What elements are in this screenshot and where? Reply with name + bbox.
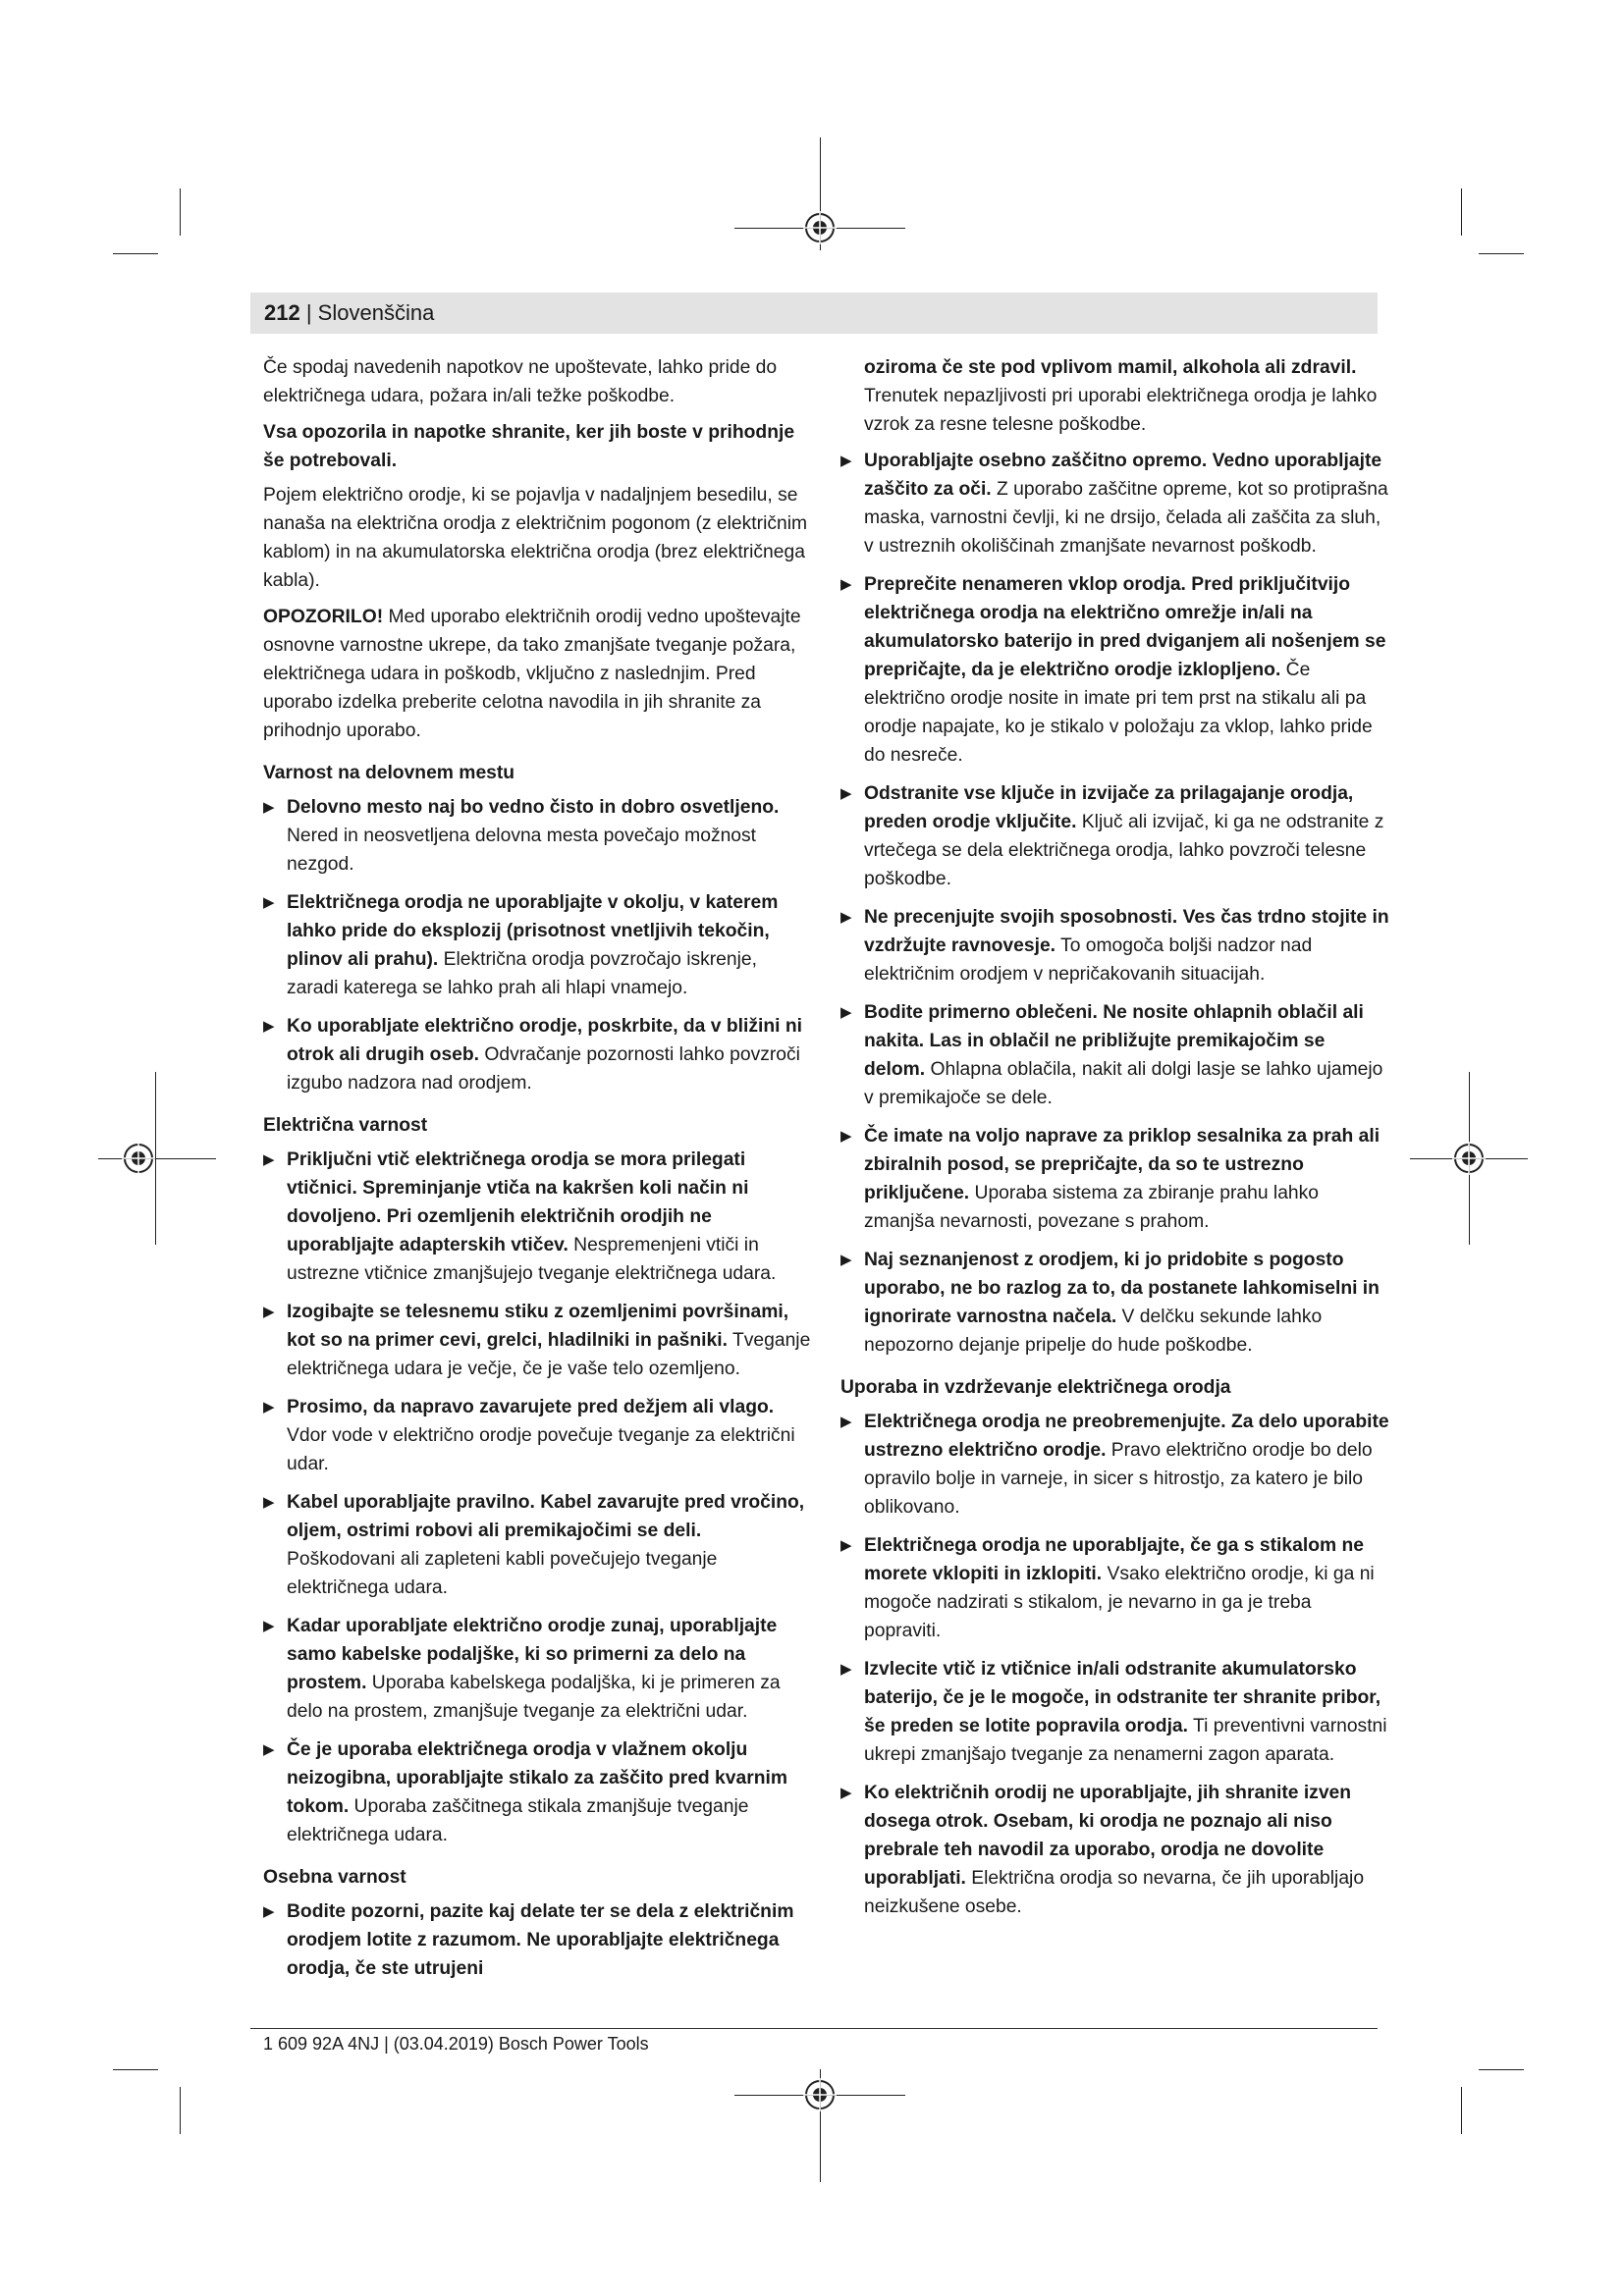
list-item xyxy=(263,793,813,879)
intro-paragraph: Če spodaj navedenih napotkov ne upoštevate, lahko pride do električnega udara, požara in/ali težke poškodbe. xyxy=(263,357,778,406)
item-bold: oziroma če ste pod vplivom mamil, alkohola ali zdravil. xyxy=(864,357,1357,378)
list-item xyxy=(840,1655,1390,1769)
item-text: Nespremenjeni vtiči in ustrezne vtičnice zmanjšujejo tveganje električnega udara. xyxy=(287,1235,777,1284)
section-heading: Osebna varnost xyxy=(263,1867,406,1888)
bullet-icon: ▶ xyxy=(263,1494,275,1511)
continuation-paragraph xyxy=(840,353,1390,439)
bullet-icon: ▶ xyxy=(263,894,275,911)
bullet-icon: ▶ xyxy=(840,909,852,926)
item-bold: Električnega orodja ne uporabljajte v okolju, v katerem lahko pride do eksplozij (prisotnost vnetljivih tekočin, plinov ali prahu). xyxy=(287,892,779,970)
list-item xyxy=(840,447,1390,561)
list-item xyxy=(840,998,1390,1112)
bullet-icon: ▶ xyxy=(840,576,852,593)
list-item xyxy=(263,1488,813,1602)
crop-mark xyxy=(1461,188,1462,236)
item-bold: Uporabljajte osebno zaščitno opremo. Vedno uporabljajte zaščito za oči. xyxy=(864,451,1382,500)
item-text: V delčku sekunde lahko nepozorno dejanje pripelje do hude poškodbe. xyxy=(864,1307,1323,1356)
item-text: Električna orodja so nevarna, če jih uporabljajo neizkušene osebe. xyxy=(864,1868,1365,1917)
registration-target-icon xyxy=(122,1142,155,1175)
footer-rule xyxy=(250,2028,1378,2029)
header-separator: | xyxy=(299,300,318,325)
bullet-icon: ▶ xyxy=(840,1128,852,1145)
save-note: Vsa opozorila in napotke shranite, ker jih boste v prihodnje še potrebovali. xyxy=(263,422,795,471)
item-text: Tveganje električnega udara je večje, če je vaše telo ozemljeno. xyxy=(287,1330,811,1379)
item-text: Uporaba zaščitnega stikala zmanjšuje tveganje električnega udara. xyxy=(287,1796,749,1845)
safety-list xyxy=(263,793,813,1097)
item-text: Pravo električno orodje bo delo opravilo bolje in varneje, in sicer s hitrostjo, za katero je bilo oblikovano. xyxy=(864,1440,1373,1518)
item-text: Ključ ali izvijač, ki ga ne odstranite z vrtečega se dela električnega orodja, lahko povzroči telesne poškodbe. xyxy=(864,812,1384,889)
item-text: Ti preventivni varnostni ukrepi zmanjšajo tveganje za nenamerni zagon aparata. xyxy=(864,1716,1387,1765)
item-bold: Kadar uporabljate električno orodje zunaj, uporabljajte samo kabelske podaljške, ki so primerni za delo na prostem. xyxy=(287,1616,778,1693)
bullet-icon: ▶ xyxy=(263,1741,275,1758)
list-item xyxy=(263,1393,813,1478)
right-column xyxy=(840,353,1390,1931)
list-item xyxy=(840,1122,1390,1236)
page-number: 212 xyxy=(264,300,300,325)
registration-line xyxy=(98,1158,216,1159)
crop-mark xyxy=(1479,2069,1524,2070)
bullet-icon: ▶ xyxy=(263,1151,275,1168)
page-heading xyxy=(264,300,434,326)
item-bold: Bodite pozorni, pazite kaj delate ter se dela z električnim orodjem lotite z razumom. Ne uporabljajte električnega orodja, če ste utrujeni xyxy=(287,1901,794,1979)
bullet-icon: ▶ xyxy=(840,453,852,469)
item-bold: Električnega orodja ne uporabljajte, če ga s stikalom ne morete vklopiti in izklopiti. xyxy=(864,1535,1364,1584)
item-bold: Izogibajte se telesnemu stiku z ozemljenimi površinami, kot so na primer cevi, grelci, hladilniki in pašniki. xyxy=(287,1302,789,1351)
safety-list xyxy=(840,1408,1390,1921)
item-bold: Izvlecite vtič iz vtičnice in/ali odstranite akumulatorsko baterijo, če je le mogoče, in odstranite ter shranite pribor, še preden se lotite popravila orodja. xyxy=(864,1659,1381,1736)
list-item xyxy=(840,1531,1390,1645)
item-text: Uporaba sistema za zbiranje prahu lahko zmanjša nevarnosti, povezane s prahom. xyxy=(864,1183,1319,1232)
list-item xyxy=(263,1612,813,1726)
footer-text: 1 609 92A 4NJ | (03.04.2019) Bosch Power Tools xyxy=(263,2034,649,2054)
safety-list xyxy=(263,1146,813,1849)
crop-mark xyxy=(180,188,181,236)
item-bold: Če imate na voljo naprave za priklop sesalnika za prah ali zbiralnih posod, se prepričajte, da so te ustrezno priključene. xyxy=(864,1126,1380,1203)
bullet-icon: ▶ xyxy=(840,1537,852,1554)
bullet-icon: ▶ xyxy=(840,1785,852,1801)
bullet-icon: ▶ xyxy=(840,1252,852,1268)
safety-list xyxy=(840,447,1390,1360)
page-header xyxy=(250,293,1378,334)
list-item xyxy=(263,1012,813,1097)
list-item xyxy=(263,1735,813,1849)
list-item xyxy=(840,1779,1390,1921)
list-item xyxy=(840,903,1390,988)
crop-mark xyxy=(1461,2087,1462,2134)
item-text: To omogoča boljši nadzor nad električnim orodjem v nepričakovanih situacijah. xyxy=(864,935,1313,985)
left-column xyxy=(263,353,813,1993)
item-text: Električna orodja povzročajo iskrenje, zaradi katerega se lahko prah ali hlapi vnamejo. xyxy=(287,949,757,998)
bullet-icon: ▶ xyxy=(263,1903,275,1920)
section-heading: Uporaba in vzdrževanje električnega orodja xyxy=(840,1377,1231,1398)
item-text: Nered in neosvetljena delovna mesta povečajo možnost nezgod. xyxy=(287,826,757,875)
list-item xyxy=(263,1146,813,1288)
item-bold: Odstranite vse ključe in izvijače za prilagajanje orodja, preden orodje vključite. xyxy=(864,783,1354,832)
item-bold: Naj seznanjenost z orodjem, ki jo pridobite s pogosto uporabo, ne bo razlog za to, da postanete lahkomiselni in ignorirate varnostna načela. xyxy=(864,1250,1380,1327)
item-bold: Delovno mesto naj bo vedno čisto in dobro osvetljeno. xyxy=(287,797,780,818)
item-text: Odvračanje pozornosti lahko povzroči izgubo nadzora nad orodjem. xyxy=(287,1044,800,1094)
definition-paragraph: Pojem električno orodje, ki se pojavlja v nadaljnjem besedilu, se nanaša na električna orodja z električnim pogonom (z električnim kablom) in na akumulatorska električna orodja (brez električnega kabla). xyxy=(263,485,808,591)
registration-target-icon xyxy=(803,2078,837,2111)
item-text: Trenutek nepazljivosti pri uporabi električnega orodja je lahko vzrok za resne telesne poškodbe. xyxy=(864,386,1378,435)
bullet-icon: ▶ xyxy=(263,799,275,816)
bullet-icon: ▶ xyxy=(840,1004,852,1021)
warning-label: OPOZORILO! xyxy=(263,607,384,627)
registration-target-icon xyxy=(803,211,837,244)
item-text: Poškodovani ali zapleteni kabli povečujejo tveganje električnega udara. xyxy=(287,1549,718,1598)
crop-mark xyxy=(113,253,158,254)
header-language: Slovenščina xyxy=(317,300,435,325)
item-bold: Ko uporabljate električno orodje, poskrbite, da v bližini ni otrok ali drugih oseb. xyxy=(287,1016,802,1065)
bullet-icon: ▶ xyxy=(263,1018,275,1035)
registration-target-icon xyxy=(1452,1142,1486,1175)
item-text: Uporaba kabelskega podaljška, ki je primeren za delo na prostem, zmanjšuje tveganje za električni udar. xyxy=(287,1673,781,1722)
list-item xyxy=(840,779,1390,893)
crop-mark xyxy=(1479,253,1524,254)
warning-text: Med uporabo električnih orodij vedno upoštevajte osnovne varnostne ukrepe, da tako zmanjšate tveganje požara, električnega udara in poškodb, vključno z naslednjim. Pred uporabo izdelka preberite celotna navodila in jih shranite za prihodnjo uporabo. xyxy=(263,607,801,741)
item-text: Vdor vode v električno orodje povečuje tveganje za električni udar. xyxy=(287,1425,795,1474)
crop-mark xyxy=(180,2087,181,2134)
item-bold: Priključni vtič električnega orodja se mora prilegati vtičnici. Spreminjanje vtiča na kakršen koli način ni dovoljeno. Pri ozemljenih električnih orodjih ne uporabljajte adapterskih vtičev. xyxy=(287,1149,749,1255)
warning-paragraph xyxy=(263,603,813,745)
bullet-icon: ▶ xyxy=(263,1618,275,1634)
bullet-icon: ▶ xyxy=(840,1661,852,1678)
list-item xyxy=(840,1408,1390,1522)
item-bold: Ne precenjujte svojih sposobnosti. Ves čas trdno stojite in vzdržujte ravnovesje. xyxy=(864,907,1389,956)
item-text: Vsako električno orodje, ki ga ni mogoče nadzirati s stikalom, je nevarno in ga je treba popraviti. xyxy=(864,1564,1375,1641)
bullet-icon: ▶ xyxy=(840,785,852,802)
bullet-icon: ▶ xyxy=(263,1399,275,1415)
item-bold: Električnega orodja ne preobremenjujte. Za delo uporabite ustrezno električno orodje. xyxy=(864,1412,1389,1461)
list-item xyxy=(263,1897,813,1983)
item-bold: Če je uporaba električnega orodja v vlažnem okolju neizogibna, uporabljajte stikalo za zaščito pred kvarnim tokom. xyxy=(287,1739,788,1817)
item-bold: Bodite primerno oblečeni. Ne nosite ohlapnih oblačil ali nakita. Las in oblačil ne približujte premikajočim se delom. xyxy=(864,1002,1364,1080)
item-bold: Kabel uporabljajte pravilno. Kabel zavarujte pred vročino, oljem, ostrimi robovi ali premikajočimi se deli. xyxy=(287,1492,805,1541)
list-item xyxy=(263,888,813,1002)
item-bold: Preprečite nenameren vklop orodja. Pred priključitvijo električnega orodja na električno omrežje in/ali na akumulatorsko baterijo in pred dviganjem ali nošenjem se prepričajte, da je električno orodje izklopljeno. xyxy=(864,574,1386,680)
crop-mark xyxy=(113,2069,158,2070)
section-heading: Varnost na delovnem mestu xyxy=(263,763,515,783)
item-text: Ohlapna oblačila, nakit ali dolgi lasje se lahko ujamejo v premikajoče se dele. xyxy=(864,1059,1383,1108)
bullet-icon: ▶ xyxy=(263,1304,275,1320)
item-bold: Ko električnih orodij ne uporabljajte, jih shranite izven dosega otrok. Osebam, ki orodja ne poznajo ali niso prebrale teh navodil za uporabo, orodja ne dovolite uporabljati. xyxy=(864,1783,1352,1889)
list-item xyxy=(840,1246,1390,1360)
item-text: Z uporabo zaščitne opreme, kot so protiprašna maska, varnostni čevlji, ki ne drsijo, čelada ali zaščita za sluh, v ustreznih okoliščinah zmanjšate nevarnost poškodb. xyxy=(864,479,1388,557)
list-item xyxy=(840,570,1390,770)
item-text: Če električno orodje nosite in imate pri tem prst na stikalu ali pa orodje napajate, ko je stikalo v položaju za vklop, lahko pride do nesreče. xyxy=(864,660,1373,766)
section-heading: Električna varnost xyxy=(263,1115,428,1136)
bullet-icon: ▶ xyxy=(840,1414,852,1430)
item-bold: Prosimo, da napravo zavarujete pred dežjem ali vlago. xyxy=(287,1397,775,1417)
list-item xyxy=(263,1298,813,1383)
safety-list xyxy=(263,1897,813,1983)
